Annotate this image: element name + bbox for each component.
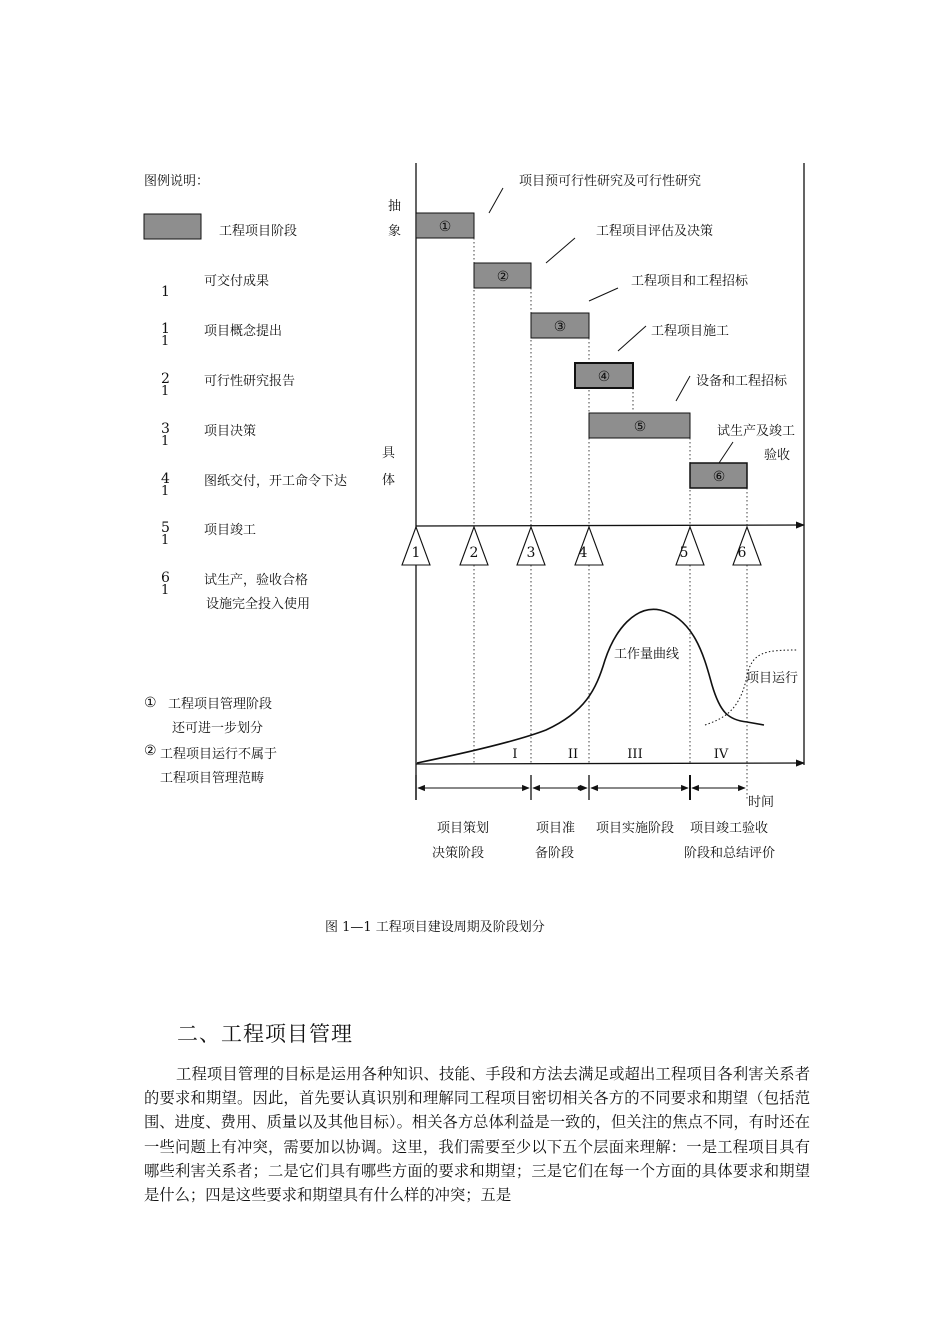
axis-label-abstract: 抽 [388, 199, 402, 214]
legend-deliverable-sub: 1 [161, 583, 170, 598]
leader-line [719, 442, 733, 463]
milestone-number: 3 [526, 545, 536, 561]
leader-line [489, 188, 503, 213]
phase-axis [416, 763, 804, 764]
stage-mark: ⑤ [633, 419, 647, 435]
milestone-number: 4 [578, 545, 588, 561]
stage-mark: ① [438, 219, 452, 235]
legend-deliverable-text: 可交付成果 [204, 274, 270, 289]
legend-deliverable-num: 6 [161, 570, 170, 586]
phase-label: IV [713, 747, 729, 762]
stage-label-5: 设备和工程招标 [696, 374, 788, 389]
legend-stage-label: 工程项目阶段 [219, 224, 298, 239]
leader-line [676, 376, 690, 401]
span-label: 决策阶段 [432, 846, 485, 861]
legend-deliverable-sub: 1 [161, 384, 170, 399]
stage-label-6-line2: 验收 [764, 448, 791, 463]
stage-mark: ③ [553, 319, 567, 335]
stage-divider-lines [474, 238, 747, 800]
axis-label-concrete: 具 [382, 446, 396, 461]
stage-mark: ⑥ [712, 469, 726, 485]
workload-curve [417, 609, 764, 763]
phase-label: II [567, 747, 579, 762]
legend-deliverable-text: 项目竣工 [204, 523, 257, 538]
section-paragraph: 工程项目管理的目标是运用各种知识、技能、手段和方法去满足或超出工程项目各利害关系者的要求和期望。因此，首先要认真识别和理解同工程项目密切相关各方的不同要求和期望（包括范围、进度、费用、质量以及其他目标）。相关各方总体利益是一致的，但关注的焦点不同，有时还在一些问题上有冲突，需要加以协调。这里，我们需要至少以下五个层面来理解：一是工程项目具有哪些利害关系者；二是它们具有哪些方面的要求和期望；三是它们在每一个方面的具体要求和期望是什么；四是这些要求和期望具有什么样的冲突；五是 [144, 1065, 810, 1205]
legend-title: 图例说明： [144, 174, 210, 189]
legend-deliverable-num: 5 [161, 520, 170, 536]
stage-label-4: 工程项目施工 [651, 324, 730, 339]
section-heading: 二、工程项目管理 [177, 1022, 353, 1046]
axis-label-abstract: 象 [388, 224, 402, 239]
legend-note-line1: 工程项目管理阶段 [168, 697, 273, 712]
span-label: 备阶段 [535, 846, 575, 861]
phase-label: III [627, 747, 643, 762]
curve-label: 工作量曲线 [614, 647, 680, 662]
milestone-number: 1 [411, 545, 421, 561]
phase-label: I [512, 747, 518, 762]
legend-deliverable-text: 可行性研究报告 [204, 374, 296, 389]
stage-label-2: 工程项目评估及决策 [596, 224, 714, 239]
milestone-axis [416, 525, 804, 526]
span-label: 项目竣工验收 [690, 821, 769, 836]
legend-note-line1: 工程项目运行不属于 [160, 747, 278, 762]
legend-deliverable-sub: 1 [161, 434, 170, 449]
stage-label-1: 项目预可行性研究及可行性研究 [519, 174, 702, 189]
milestone-number: 6 [737, 545, 747, 561]
milestone-number: 2 [469, 545, 479, 561]
legend-deliverable-num: 1 [161, 321, 170, 337]
stage-mark: ② [496, 269, 510, 285]
legend-deliverable-num: 4 [161, 471, 170, 487]
span-label: 阶段和总结评价 [684, 846, 776, 861]
legend-deliverable-text: 试生产，验收合格 [204, 573, 309, 588]
legend-deliverable-text: 项目概念提出 [204, 324, 283, 339]
legend-deliverable-sub: 1 [161, 533, 170, 548]
stage-label-3: 工程项目和工程招标 [631, 274, 749, 289]
milestone-number: 5 [679, 545, 689, 561]
time-label: 时间 [748, 795, 775, 810]
operation-curve [705, 650, 797, 725]
span-label: 项目准 [536, 821, 576, 836]
span-label: 项目实施阶段 [596, 821, 675, 836]
legend-deliverable-sub: 1 [161, 484, 170, 499]
span-dot [578, 786, 583, 791]
stage-label-6: 试生产及竣工 [717, 424, 796, 439]
legend-stage-box [144, 214, 201, 239]
legend-deliverable-sub: 1 [161, 334, 170, 349]
span-label: 项目策划 [437, 821, 490, 836]
legend-deliverable-num: 2 [161, 371, 170, 387]
legend-deliverable-text: 图纸交付，开工命令下达 [204, 474, 348, 489]
leader-line [618, 326, 646, 351]
legend-deliverable-text: 项目决策 [204, 424, 257, 439]
leader-line [589, 288, 618, 301]
figure-caption: 图 1—1 工程项目建设周期及阶段划分 [325, 920, 545, 935]
leader-line [546, 238, 575, 263]
legend-deliverable-num: 3 [161, 421, 170, 437]
axis-label-concrete: 体 [382, 473, 396, 488]
legend-note-line2: 还可进一步划分 [172, 721, 264, 736]
legend-note-line2: 工程项目管理范畴 [160, 771, 265, 786]
legend-note-mark: ② [144, 743, 157, 759]
legend-deliverable-num: 1 [161, 284, 170, 300]
operation-label: 项目运行 [746, 671, 799, 686]
stage-mark: ④ [597, 369, 611, 385]
legend-deliverable-text-line2: 设施完全投入使用 [206, 597, 311, 612]
legend-note-mark: ① [144, 695, 157, 711]
